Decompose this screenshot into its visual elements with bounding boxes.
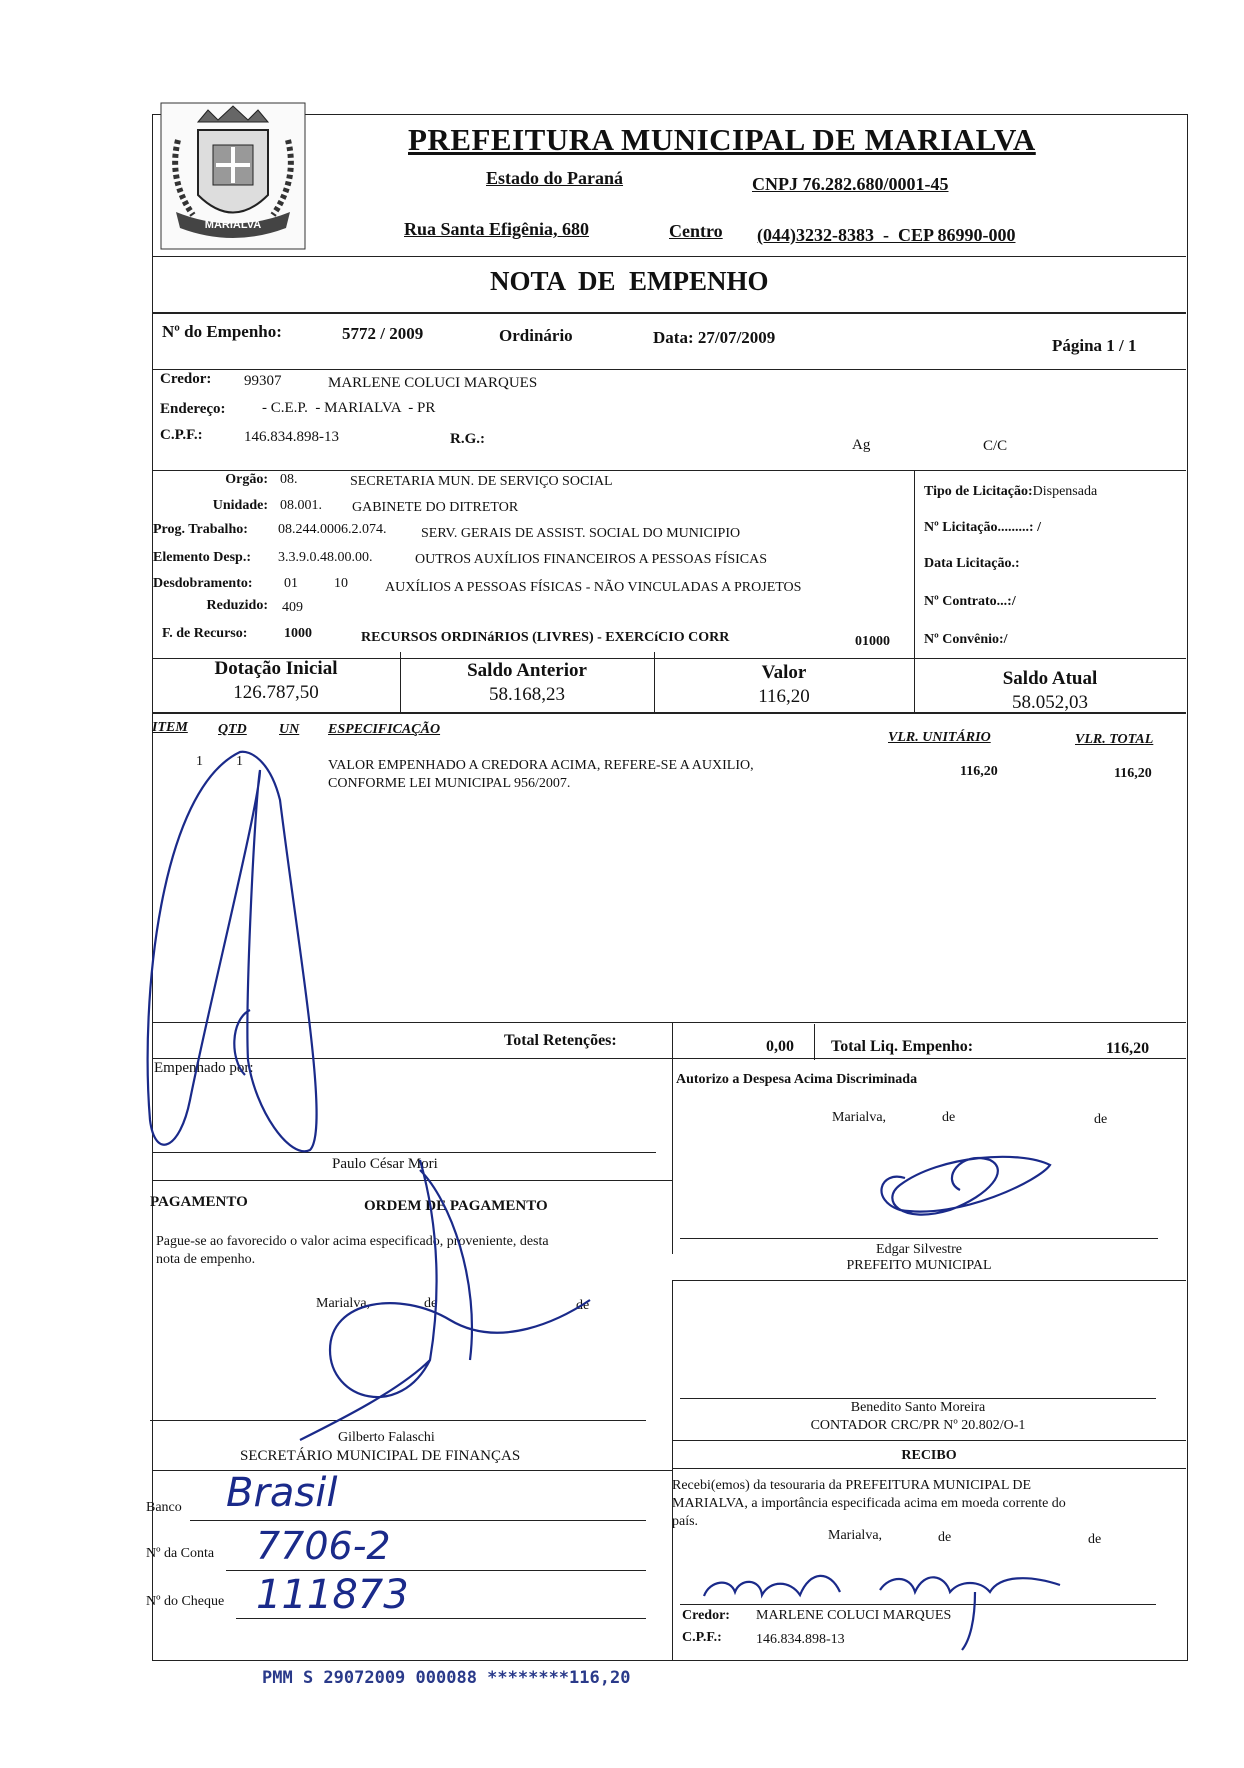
recurso-label: F. de Recurso: [162,626,248,641]
retencoes-value: 0,00 [766,1038,794,1055]
desdobramento-code1: 01 [284,576,298,591]
rg-label: R.G.: [450,431,485,447]
recurso-name: RECURSOS ORDINáRIOS (LIVRES) - EXERCíCIO CORR [361,630,730,645]
recurso-code: 1000 [284,626,312,641]
header-district: Centro [669,221,723,241]
recibo-place: Marialva, [828,1528,883,1543]
prefeito-role: PREFEITO MUNICIPAL [846,1258,992,1273]
recibo-de2: de [1088,1532,1102,1547]
col-total-header: VLR. TOTAL [1075,732,1154,747]
payment-stamp: PMM S 29072009 000088 ********116,20 [262,1668,631,1688]
unidade-code: 08.001. [280,498,322,513]
prog-code: 08.244.0006.2.074. [278,522,387,537]
autorizo-de2: de [1094,1112,1108,1127]
credor-label: Credor: [160,371,212,387]
licitacao-numero: Nº Licitação.........: / [924,520,1041,535]
reduzido-label: Reduzido: [206,598,268,613]
item-qty: 1 [236,754,243,769]
ordem-pagamento-label: ORDEM DE PAGAMENTO [364,1198,548,1214]
desdobramento-name: AUXÍLIOS A PESSOAS FÍSICAS - NÃO VINCULADAS A PROJETOS [385,580,802,595]
recibo-cpf-label: C.P.F.: [682,1630,722,1645]
empenho-number: 5772 / 2009 [342,324,424,343]
contador-role: CONTADOR CRC/PR Nº 20.802/O-1 [810,1418,1026,1433]
header-cnpj: CNPJ 76.282.680/0001-45 [752,174,949,194]
empenho-type: Ordinário [499,326,573,345]
orgao-code: 08. [280,472,298,487]
col-unit-header: VLR. UNITÁRIO [888,730,991,745]
autorizo-de1: de [942,1110,956,1125]
licitacao-contrato: Nº Contrato...:/ [924,594,1016,609]
pagamento-de1: de [424,1296,438,1311]
liquido-value: 116,20 [1106,1040,1150,1057]
empenho-date: Data: 27/07/2009 [653,328,776,347]
item-spec-line1: VALOR EMPENHADO A CREDORA ACIMA, REFERE-SE A AUXILIO, [328,758,754,773]
page-number: Página 1 / 1 [1052,336,1137,355]
pagamento-text-line2: nota de empenho. [156,1252,256,1267]
header-phone-cep: (044)3232-8383 - CEP 86990-000 [757,225,1016,245]
header-address: Rua Santa Efigênia, 680 [404,219,590,239]
saldo-atual-value: 58.052,03 [1012,692,1088,713]
recibo-credor-name: MARLENE COLUCI MARQUES [756,1608,952,1623]
contador-name: Benedito Santo Moreira [850,1400,986,1415]
col-spec-header: ESPECIFICAÇÃO [328,722,441,737]
item-number: 1 [196,754,203,769]
cheque-label: Nº do Cheque [146,1594,225,1609]
prefeito-name: Edgar Silvestre [876,1242,962,1257]
unidade-label: Unidade: [212,498,268,513]
municipal-crest-logo [158,100,308,252]
valor-label: Valor [761,662,807,683]
secretario-role: SECRETÁRIO MUNICIPAL DE FINANÇAS [240,1448,521,1464]
credor-cpf: 146.834.898-13 [244,429,339,445]
pagamento-label: PAGAMENTO [150,1194,248,1210]
orgao-label: Orgão: [225,472,268,487]
empenhado-name: Paulo César Mori [332,1156,438,1172]
elemento-code: 3.3.9.0.48.00.00. [278,550,373,565]
licitacao-convenio: Nº Convênio:/ [924,632,1008,647]
orgao-name: SECRETARIA MUN. DE SERVIÇO SOCIAL [350,474,613,489]
pagamento-de2: de [576,1298,590,1313]
autorizo-label: Autorizo a Despesa Acima Discriminada [676,1072,918,1087]
recibo-text-line3: país. [672,1514,699,1529]
document-title: NOTA DE EMPENHO [490,266,769,296]
cc-label: C/C [983,438,1008,454]
col-un-header: UN [279,722,300,737]
elemento-label: Elemento Desp.: [153,550,251,565]
banco-label: Banco [146,1500,182,1515]
dotacao-value: 126.787,50 [233,682,319,703]
desdobramento-code2: 10 [334,576,348,591]
recurso-code2: 01000 [855,634,890,649]
licitacao-tipo-label: Tipo de Licitação:Dispensada [924,484,1098,499]
item-total-value: 116,20 [1114,766,1152,781]
ag-label: Ag [852,437,871,453]
item-spec-line2: CONFORME LEI MUNICIPAL 956/2007. [328,776,571,791]
pagamento-place: Marialva, [316,1296,371,1311]
elemento-name: OUTROS AUXÍLIOS FINANCEIROS A PESSOAS FÍSICAS [415,552,768,567]
empenho-number-label: Nº do Empenho: [162,322,282,341]
prog-name: SERV. GERAIS DE ASSIST. SOCIAL DO MUNICIPIO [421,526,741,541]
header-state: Estado do Paraná [486,168,624,188]
liquido-label: Total Liq. Empenho: [831,1038,974,1055]
cpf-label: C.P.F.: [160,427,203,443]
col-item-header: ITEM [152,720,188,735]
banco-value-handwritten: Brasil [226,1470,338,1516]
svg-text:MARIALVA: MARIALVA [204,219,262,231]
autorizo-place: Marialva, [832,1110,887,1125]
credor-code: 99307 [244,373,282,389]
saldo-anterior-value: 58.168,23 [489,684,565,705]
item-unit-value: 116,20 [960,764,998,779]
conta-value-handwritten: 7706-2 [256,1524,391,1568]
valor-value: 116,20 [758,686,810,707]
saldo-atual-label: Saldo Atual [1002,668,1098,689]
recibo-cpf-value: 146.834.898-13 [756,1632,845,1647]
unidade-name: GABINETE DO DITRETOR [352,500,519,515]
col-qtd-header: QTD [218,722,247,737]
recibo-credor-label: Credor: [682,1608,730,1623]
reduzido-value: 409 [282,600,303,615]
address-label: Endereço: [160,401,226,417]
empenhado-label: Empenhado por: [154,1060,254,1076]
saldo-anterior-label: Saldo Anterior [467,660,587,681]
credor-address: - C.E.P. - MARIALVA - PR [262,400,436,416]
licitacao-tipo-value: Dispensada [1032,484,1098,499]
desdobramento-label: Desdobramento: [153,576,253,591]
secretario-name: Gilberto Falaschi [338,1430,435,1445]
prog-label: Prog. Trabalho: [153,522,248,537]
header-title: PREFEITURA MUNICIPAL DE MARIALVA [408,122,1036,157]
recibo-de1: de [938,1530,952,1545]
conta-label: Nº da Conta [146,1546,215,1561]
recibo-text-line1: Recebi(emos) da tesouraria da PREFEITURA MUNICIPAL DE [672,1478,1032,1493]
retencoes-label: Total Retenções: [504,1032,617,1049]
cheque-value-handwritten: 111873 [256,1572,409,1618]
licitacao-data: Data Licitação.: [924,556,1020,571]
pagamento-text-line1: Pague-se ao favorecido o valor acima especificado, proveniente, desta [156,1234,549,1249]
credor-name: MARLENE COLUCI MARQUES [328,375,538,391]
recibo-title: RECIBO [901,1448,957,1463]
dotacao-label: Dotação Inicial [214,658,338,679]
recibo-text-line2: MARIALVA, a importância especificada acima em moeda corrente do [672,1496,1066,1511]
